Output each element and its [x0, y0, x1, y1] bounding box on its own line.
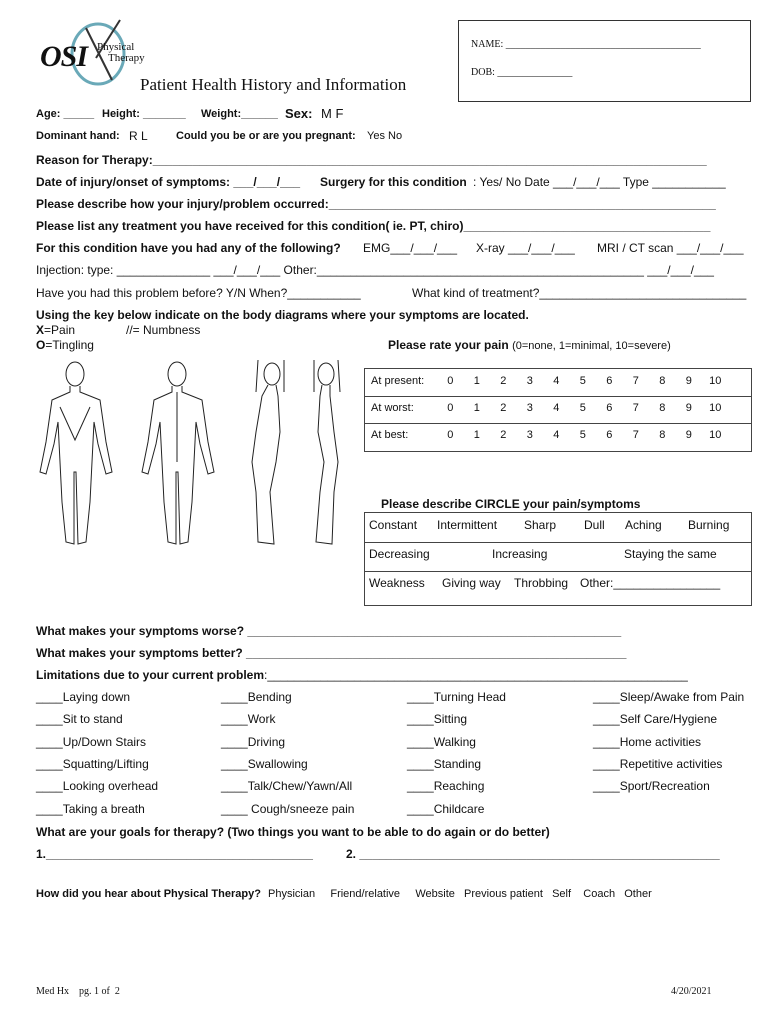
surgery-label: Surgery for this condition	[320, 175, 467, 189]
pain-scale-number[interactable]: 1	[473, 429, 480, 441]
key-instruction: Using the key below indicate on the body diagrams where your symptoms are located.	[36, 308, 529, 322]
hear-about-options[interactable]: Physician Friend/relative Website Previous patient Self Coach Other	[268, 888, 652, 900]
limitation-item[interactable]: ____Sleep/Awake from Pain	[593, 690, 745, 704]
pain-scale-number[interactable]: 2	[500, 429, 507, 441]
goals-question: What are your goals for therapy? (Two things you want to be able to do again or do better)	[36, 825, 550, 839]
weight-field[interactable]: Weight:______	[201, 108, 278, 120]
pain-scale-number[interactable]: 4	[553, 375, 560, 387]
symptom-option[interactable]: Intermittent	[437, 518, 498, 532]
logo-text: OSI	[40, 40, 88, 73]
limitation-item[interactable]: ____Standing	[407, 757, 482, 771]
symptoms-row-2	[365, 542, 751, 572]
mri-field[interactable]: MRI / CT scan ___/___/___	[597, 241, 744, 255]
limitation-item[interactable]: ____Up/Down Stairs	[36, 735, 147, 749]
symptoms-row-1	[365, 513, 751, 543]
limitation-item[interactable]: ____Self Care/Hygiene	[593, 712, 718, 726]
limitation-item[interactable]: ____Driving	[221, 735, 286, 749]
body-side-right-icon	[252, 360, 284, 544]
symptom-option[interactable]: Constant	[369, 518, 418, 532]
pain-scale-number[interactable]: 1	[473, 375, 480, 387]
before-field[interactable]: Have you had this problem before? Y/N When?___________	[36, 286, 361, 300]
pain-scale-number[interactable]: 5	[579, 429, 586, 441]
pain-scale-number[interactable]: 6	[606, 402, 613, 414]
pain-rating-title: Please rate your pain	[388, 338, 509, 352]
limitation-item[interactable]: ____Laying down	[36, 690, 131, 704]
sex-label: Sex:	[285, 106, 313, 121]
pain-scale-number[interactable]: 4	[553, 402, 560, 414]
limitation-item[interactable]: ____Taking a breath	[36, 802, 145, 816]
symptom-option[interactable]: Weakness	[369, 576, 425, 590]
pain-rating-header	[388, 338, 671, 352]
pain-scale-number[interactable]: 3	[526, 429, 533, 441]
symptom-option[interactable]: Aching	[625, 518, 662, 532]
footer-page: Med Hx pg. 1 of 2	[36, 986, 120, 997]
limitation-item[interactable]: ____Work	[221, 712, 276, 726]
pain-scale-numbers[interactable]	[437, 429, 747, 441]
age-field[interactable]: Age: _____	[36, 108, 95, 120]
pain-scale-number[interactable]: 4	[553, 429, 560, 441]
key-pain-letter: X	[36, 323, 45, 337]
symptom-option[interactable]: Giving way	[442, 576, 501, 590]
body-back-icon	[142, 362, 214, 544]
pain-scale-number[interactable]: 2	[500, 402, 507, 414]
dob-field[interactable]: DOB: _______________	[471, 67, 573, 78]
pain-scale-number[interactable]: 8	[659, 429, 666, 441]
symptom-option[interactable]: Decreasing	[369, 547, 430, 561]
emg-field[interactable]: EMG___/___/___	[363, 241, 458, 255]
sex-options[interactable]: M F	[321, 106, 344, 121]
key-tingling-text: =Tingling	[45, 338, 94, 352]
pain-scale-number[interactable]: 6	[606, 429, 613, 441]
injury-date-field[interactable]: Date of injury/onset of symptoms: ___/___/___	[36, 175, 301, 189]
pain-scale-number[interactable]: 6	[606, 375, 613, 387]
limitation-item[interactable]: ____Talk/Chew/Yawn/All	[221, 779, 353, 793]
symptom-option[interactable]: Throbbing	[514, 576, 569, 590]
pain-scale-number[interactable]: 9	[685, 375, 692, 387]
pain-scale-number[interactable]: 7	[632, 429, 639, 441]
limitations-header[interactable]	[36, 668, 688, 682]
pain-scale-number[interactable]: 10	[709, 402, 722, 414]
goal-2-field[interactable]: 2. ______________________________________________________	[346, 847, 720, 861]
key-tingling-letter: O	[36, 338, 46, 352]
symptom-option[interactable]: Dull	[584, 518, 605, 532]
body-front-icon	[40, 362, 112, 544]
limitation-item[interactable]: ____Walking	[407, 735, 476, 749]
symptom-option[interactable]: Increasing	[492, 547, 548, 561]
pain-scale-number[interactable]: 5	[579, 375, 586, 387]
pain-scale-number[interactable]: 9	[685, 429, 692, 441]
pain-rating-table	[364, 368, 752, 452]
limitation-item[interactable]: ____Turning Head	[407, 690, 506, 704]
limitation-item[interactable]: ____Swallowing	[221, 757, 308, 771]
symptom-option[interactable]: Sharp	[524, 518, 557, 532]
pain-scale-number[interactable]: 9	[685, 402, 692, 414]
limitation-item[interactable]: ____ Cough/sneeze pain	[221, 802, 355, 816]
footer-date: 4/20/2021	[671, 986, 712, 997]
xray-field[interactable]: X-ray ___/___/___	[476, 241, 575, 255]
pregnant-options[interactable]: Yes No	[367, 130, 403, 142]
limitations-label: Limitations due to your current problem	[36, 668, 265, 682]
symptoms-table	[364, 512, 752, 606]
treatment-field[interactable]: Please list any treatment you have received for this condition( ie. PT, chiro)_____________________________________	[36, 219, 711, 233]
pain-scale-number[interactable]: 7	[632, 402, 639, 414]
symptoms-title: Please describe CIRCLE your pain/symptoms	[381, 497, 641, 511]
pain-scale-number[interactable]: 5	[579, 402, 586, 414]
pain-row-worst[interactable]	[365, 396, 751, 424]
following-label: For this condition have you had any of the following?	[36, 241, 341, 255]
kind-treatment-field[interactable]: What kind of treatment?_______________________________	[412, 286, 747, 300]
symptom-option[interactable]: Staying the same	[624, 547, 717, 561]
pain-scale-number[interactable]: 8	[659, 402, 666, 414]
pain-scale-number[interactable]: 0	[447, 429, 454, 441]
limitation-item[interactable]: ____Repetitive activities	[593, 757, 723, 771]
pain-row-label: At worst:	[371, 402, 414, 414]
symptom-option[interactable]: Burning	[688, 518, 730, 532]
limitation-item[interactable]: ____Bending	[221, 690, 292, 704]
dominant-hand-options[interactable]: R L	[129, 129, 148, 143]
pain-scale-number[interactable]: 3	[526, 375, 533, 387]
limitation-item[interactable]: ____Sit to stand	[36, 712, 123, 726]
worse-field[interactable]: What makes your symptoms worse? ________________________________________________________	[36, 624, 622, 638]
pain-row-label: At best:	[371, 429, 409, 441]
pain-scale-numbers[interactable]	[437, 375, 747, 387]
goal-1-field[interactable]: 1.________________________________________	[36, 847, 313, 861]
limitation-item[interactable]: ____Squatting/Lifting	[36, 757, 149, 771]
reason-field[interactable]: Reason for Therapy:___________________________________________________________________________________	[36, 153, 707, 167]
dominant-hand-label: Dominant hand:	[36, 130, 120, 142]
body-diagram[interactable]	[30, 352, 360, 552]
pain-row-best[interactable]	[365, 423, 751, 450]
pain-scale-number[interactable]: 8	[659, 375, 666, 387]
pain-scale-number[interactable]: 10	[709, 375, 722, 387]
height-field[interactable]: Height: _______	[102, 108, 186, 120]
key-tingling	[36, 338, 94, 352]
pregnant-label: Could you be or are you pregnant:	[176, 130, 356, 142]
better-field[interactable]: What makes your symptoms better? _________________________________________________________	[36, 646, 627, 660]
pain-scale-number[interactable]: 3	[526, 402, 533, 414]
pain-scale-number[interactable]: 7	[632, 375, 639, 387]
limitation-item[interactable]: ____Reaching	[407, 779, 485, 793]
page-title: Patient Health History and Information	[140, 75, 407, 94]
pain-scale-number[interactable]: 2	[500, 375, 507, 387]
logo-sub-therapy: Therapy	[108, 52, 145, 64]
describe-field[interactable]: Please describe how your injury/problem occurred:__________________________________________________________	[36, 197, 716, 211]
pain-rating-scale: (0=none, 1=minimal, 10=severe)	[512, 340, 671, 352]
pain-scale-number[interactable]: 10	[709, 429, 722, 441]
pain-scale-number[interactable]: 0	[447, 375, 454, 387]
key-pain-text: =Pain	[44, 323, 76, 337]
limitation-item[interactable]: ____Childcare	[407, 802, 485, 816]
logo-sub-physical: Physical	[97, 41, 135, 53]
limitation-item[interactable]: ____Looking overhead	[36, 779, 159, 793]
symptoms-row-3	[365, 571, 751, 600]
limitation-item[interactable]: ____Sport/Recreation	[593, 779, 710, 793]
name-field[interactable]: NAME: _______________________________________	[471, 39, 701, 50]
pain-scale-numbers[interactable]	[437, 402, 747, 414]
key-numbness: //= Numbness	[126, 323, 201, 337]
hear-about-row	[36, 888, 652, 900]
pain-scale-number[interactable]: 0	[447, 402, 454, 414]
symptom-other-field[interactable]: Other:________________	[580, 576, 721, 590]
injection-field[interactable]: Injection: type: ______________ ___/___/___ Other:_________________________________________________ ___/___/___	[36, 263, 714, 277]
surgery-options[interactable]: : Yes/ No Date ___/___/___ Type ___________	[473, 175, 726, 189]
hear-about-question: How did you hear about Physical Therapy?	[36, 888, 261, 900]
limitation-item[interactable]: ____Home activities	[593, 735, 702, 749]
patient-id-box	[458, 20, 751, 102]
key-pain	[36, 323, 75, 337]
body-side-left-icon	[314, 360, 340, 544]
pain-row-label: At present:	[371, 375, 425, 387]
limitation-item[interactable]: ____Sitting	[407, 712, 468, 726]
pain-row-present[interactable]	[365, 369, 751, 397]
pain-scale-number[interactable]: 1	[473, 402, 480, 414]
limitations-line[interactable]: :_______________________________________________________________	[264, 668, 688, 682]
